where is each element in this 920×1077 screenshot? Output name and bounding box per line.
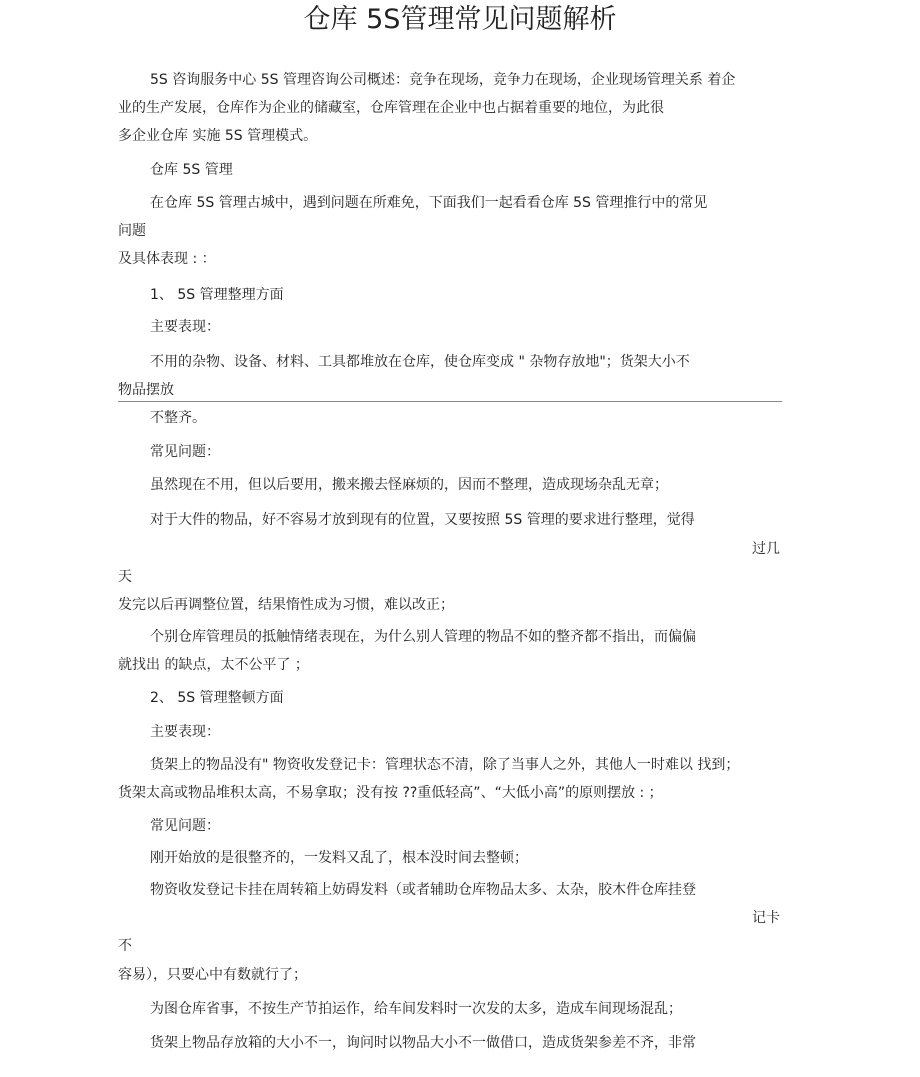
paragraph-line: 多企业仓库 实施 5S 管理模式。	[118, 128, 318, 144]
horizontal-rule	[118, 401, 782, 402]
paragraph-line: 不用的杂物、设备、材料、工具都堆放在仓库，使仓库变成 " 杂物存放地"；货架大小不	[150, 354, 690, 370]
paragraph-line: 货架上物品存放箱的大小不一，询问时以物品大小不一做借口，造成货架参差不齐，非常	[150, 1035, 696, 1051]
section-heading: 仓库 5S 管理	[150, 162, 233, 178]
paragraph-line: 就找出 的缺点，太不公平了 ；	[118, 657, 309, 673]
paragraph-line: 常见问题：	[150, 818, 220, 834]
paragraph-line: 记卡	[752, 910, 780, 926]
paragraph-line: 在仓库 5S 管理古城中，遇到问题在所难免，下面我们一起看看仓库 5S 管理推行中的常见	[150, 195, 708, 211]
section-heading: 1、 5S 管理整理方面	[150, 287, 284, 303]
paragraph-line: 为图仓库省事，不按生产节拍运作，给车间发料时一次发的太多，造成车间现场混乱；	[150, 1001, 682, 1017]
paragraph-line: 常见问题：	[150, 444, 220, 460]
paragraph-line: 5S 咨询服务中心 5S 管理咨询公司概述：竞争在现场，竞争力在现场，企业现场管理关系 着企	[150, 72, 736, 88]
paragraph-line: 物资收发登记卡挂在周转箱上妨碍发料（或者辅助仓库物品太多、太杂，胶木件仓库挂登	[150, 882, 696, 898]
section-heading: 2、 5S 管理整顿方面	[150, 690, 284, 706]
paragraph-line: 业的生产发展，仓库作为企业的储藏室，仓库管理在企业中也占据着重要的地位，为此很	[118, 100, 664, 116]
paragraph-line: 虽然现在不用，但以后要用，搬来搬去怪麻烦的，因而不整理，造成现场杂乱无章；	[150, 477, 668, 493]
paragraph-line: 发完以后再调整位置，结果惰性成为习惯，难以改正；	[118, 597, 454, 613]
paragraph-line: 不	[118, 938, 132, 954]
paragraph-line: 不整齐。	[150, 410, 206, 426]
paragraph-line: 天	[118, 569, 132, 585]
paragraph-line: 主要表现：	[150, 724, 220, 740]
paragraph-line: 物品摆放	[118, 382, 174, 398]
paragraph-line: 刚开始放的是很整齐的，一发料又乱了，根本没时间去整顿；	[150, 850, 528, 866]
paragraph-line: 容易），只要心中有数就行了；	[118, 967, 307, 983]
paragraph-line: 问题	[118, 223, 146, 239]
paragraph-line: 对于大件的物品，好不容易才放到现有的位置，又要按照 5S 管理的要求进行整理，觉得	[150, 512, 695, 528]
paragraph-line: 主要表现：	[150, 319, 220, 335]
paragraph-line: 货架太高或物品堆积太高，不易拿取；没有按 ??重低轻高”、“大低小高”的原则摆放 : ；	[118, 785, 663, 801]
document-title: 仓库 5S管理常见问题解析	[303, 4, 617, 35]
paragraph-line: 个别仓库管理员的抵触情绪表现在，为什么别人管理的物品不如的整齐都不指出，而偏偏	[150, 629, 696, 645]
paragraph-line: 过几	[752, 541, 780, 557]
paragraph-line: 及具体表现 : ：	[118, 251, 216, 267]
paragraph-line: 货架上的物品没有" 物资收发登记卡：管理状态不清，除了当事人之外，其他人一时难以 找到；	[150, 757, 740, 773]
